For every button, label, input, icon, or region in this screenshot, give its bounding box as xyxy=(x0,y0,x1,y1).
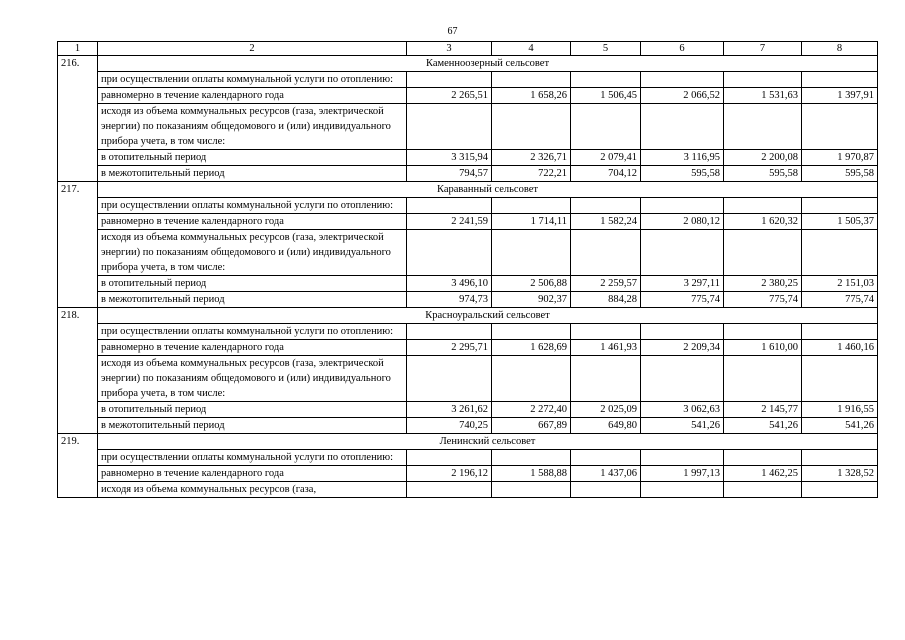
value-cell xyxy=(641,356,724,402)
value-cell xyxy=(407,72,492,88)
value-cell xyxy=(407,356,492,402)
table-row xyxy=(58,466,878,482)
value-cell xyxy=(641,324,724,340)
value-cell: 1 997,13 xyxy=(641,466,724,482)
value-cell xyxy=(571,230,641,276)
column-number-cell: 3 xyxy=(407,42,492,56)
row-label: равномерно в течение календарного года xyxy=(98,340,407,356)
table-row xyxy=(58,418,878,434)
value-cell: 704,12 xyxy=(571,166,641,182)
value-cell xyxy=(492,482,571,498)
value-cell xyxy=(492,72,571,88)
value-cell: 2 200,08 xyxy=(724,150,802,166)
section-title: Ленинский сельсовет xyxy=(98,434,878,450)
value-cell xyxy=(724,324,802,340)
value-cell: 2 025,09 xyxy=(571,402,641,418)
value-cell: 2 241,59 xyxy=(407,214,492,230)
value-cell: 1 505,37 xyxy=(802,214,878,230)
value-cell xyxy=(724,230,802,276)
row-label: в межотопительный период xyxy=(98,292,407,308)
value-cell: 1 970,87 xyxy=(802,150,878,166)
value-cell: 2 326,71 xyxy=(492,150,571,166)
value-cell xyxy=(802,72,878,88)
value-cell: 3 062,63 xyxy=(641,402,724,418)
value-cell: 902,37 xyxy=(492,292,571,308)
value-cell xyxy=(724,356,802,402)
value-cell xyxy=(407,104,492,150)
value-cell: 595,58 xyxy=(802,166,878,182)
value-cell: 1 437,06 xyxy=(571,466,641,482)
value-cell xyxy=(571,198,641,214)
value-cell: 649,80 xyxy=(571,418,641,434)
value-cell: 2 295,71 xyxy=(407,340,492,356)
value-cell: 2 151,03 xyxy=(802,276,878,292)
row-label: равномерно в течение календарного года xyxy=(98,88,407,104)
value-cell: 1 916,55 xyxy=(802,402,878,418)
value-cell xyxy=(724,198,802,214)
value-cell: 1 328,52 xyxy=(802,466,878,482)
row-label: в отопительный период xyxy=(98,276,407,292)
row-label: в межотопительный период xyxy=(98,418,407,434)
value-cell xyxy=(492,450,571,466)
value-cell: 2 380,25 xyxy=(724,276,802,292)
value-cell: 541,26 xyxy=(641,418,724,434)
value-cell xyxy=(407,230,492,276)
table-row xyxy=(58,450,878,466)
value-cell: 1 506,45 xyxy=(571,88,641,104)
table-row xyxy=(58,198,878,214)
table-row xyxy=(58,150,878,166)
value-cell: 3 315,94 xyxy=(407,150,492,166)
value-cell: 2 265,51 xyxy=(407,88,492,104)
value-cell: 1 588,88 xyxy=(492,466,571,482)
row-label: при осуществлении оплаты коммунальной услуги по отоплению: xyxy=(98,72,407,88)
section-number: 216. xyxy=(58,56,98,182)
table-row xyxy=(58,88,878,104)
section-title: Караванный сельсовет xyxy=(98,182,878,198)
page-number: 67 xyxy=(447,26,458,37)
value-cell: 541,26 xyxy=(724,418,802,434)
value-cell xyxy=(802,482,878,498)
value-cell: 2 145,77 xyxy=(724,402,802,418)
section-header-row xyxy=(58,182,878,198)
value-cell: 775,74 xyxy=(802,292,878,308)
table-row xyxy=(58,214,878,230)
value-cell: 794,57 xyxy=(407,166,492,182)
value-cell: 3 116,95 xyxy=(641,150,724,166)
value-cell xyxy=(802,450,878,466)
value-cell: 3 297,11 xyxy=(641,276,724,292)
section-header-row xyxy=(58,308,878,324)
table-row xyxy=(58,402,878,418)
row-label: исходя из объема коммунальных ресурсов (газа, электрической энергии) по показаниям общедомового и (или) индивидуального прибора учета, в том числе: xyxy=(98,356,407,402)
section-title: Красноуральский сельсовет xyxy=(98,308,878,324)
table-row xyxy=(58,482,878,498)
value-cell xyxy=(724,72,802,88)
value-cell xyxy=(802,198,878,214)
value-cell: 2 079,41 xyxy=(571,150,641,166)
value-cell: 2 272,40 xyxy=(492,402,571,418)
value-cell xyxy=(802,104,878,150)
table-row xyxy=(58,292,878,308)
value-cell xyxy=(724,482,802,498)
value-cell: 1 460,16 xyxy=(802,340,878,356)
value-cell xyxy=(724,104,802,150)
value-cell xyxy=(802,230,878,276)
value-cell: 740,25 xyxy=(407,418,492,434)
value-cell xyxy=(641,450,724,466)
value-cell: 1 610,00 xyxy=(724,340,802,356)
column-number-cell: 2 xyxy=(98,42,407,56)
table-row xyxy=(58,230,878,276)
table-row xyxy=(58,340,878,356)
value-cell: 2 259,57 xyxy=(571,276,641,292)
table-row xyxy=(58,166,878,182)
value-cell: 2 066,52 xyxy=(641,88,724,104)
value-cell: 1 461,93 xyxy=(571,340,641,356)
value-cell xyxy=(641,198,724,214)
row-label: исходя из объема коммунальных ресурсов (газа, электрической энергии) по показаниям общедомового и (или) индивидуального прибора учета, в том числе: xyxy=(98,230,407,276)
column-number-cell: 4 xyxy=(492,42,571,56)
row-label: в отопительный период xyxy=(98,402,407,418)
row-label: равномерно в течение календарного года xyxy=(98,214,407,230)
row-label: равномерно в течение календарного года xyxy=(98,466,407,482)
value-cell: 2 080,12 xyxy=(641,214,724,230)
value-cell: 884,28 xyxy=(571,292,641,308)
value-cell xyxy=(641,104,724,150)
table-row xyxy=(58,324,878,340)
table-row xyxy=(58,104,878,150)
value-cell: 775,74 xyxy=(724,292,802,308)
value-cell: 974,73 xyxy=(407,292,492,308)
value-cell xyxy=(802,324,878,340)
row-label: при осуществлении оплаты коммунальной услуги по отоплению: xyxy=(98,198,407,214)
value-cell: 722,21 xyxy=(492,166,571,182)
value-cell: 3 496,10 xyxy=(407,276,492,292)
value-cell xyxy=(492,198,571,214)
section-number: 219. xyxy=(58,434,98,498)
value-cell: 595,58 xyxy=(641,166,724,182)
value-cell xyxy=(571,72,641,88)
value-cell: 1 397,91 xyxy=(802,88,878,104)
table-row xyxy=(58,356,878,402)
value-cell xyxy=(492,324,571,340)
value-cell: 2 196,12 xyxy=(407,466,492,482)
column-number-cell: 1 xyxy=(58,42,98,56)
value-cell xyxy=(407,198,492,214)
value-cell: 1 531,63 xyxy=(724,88,802,104)
value-cell xyxy=(641,72,724,88)
section-number: 217. xyxy=(58,182,98,308)
value-cell xyxy=(571,324,641,340)
value-cell xyxy=(492,356,571,402)
value-cell: 667,89 xyxy=(492,418,571,434)
value-cell xyxy=(724,450,802,466)
value-cell xyxy=(641,230,724,276)
value-cell: 1 714,11 xyxy=(492,214,571,230)
table-row xyxy=(58,276,878,292)
row-label: при осуществлении оплаты коммунальной услуги по отоплению: xyxy=(98,450,407,466)
row-label: исходя из объема коммунальных ресурсов (газа, электрической энергии) по показаниям общедомового и (или) индивидуального прибора учета, в том числе: xyxy=(98,104,407,150)
column-number-row xyxy=(58,42,878,56)
value-cell: 1 658,26 xyxy=(492,88,571,104)
value-cell xyxy=(571,356,641,402)
column-number-cell: 6 xyxy=(641,42,724,56)
value-cell xyxy=(641,482,724,498)
row-label: исходя из объема коммунальных ресурсов (газа, xyxy=(98,482,407,498)
value-cell: 2 506,88 xyxy=(492,276,571,292)
section-header-row xyxy=(58,434,878,450)
value-cell xyxy=(492,104,571,150)
value-cell xyxy=(407,450,492,466)
section-header-row xyxy=(58,56,878,72)
value-cell xyxy=(802,356,878,402)
value-cell: 541,26 xyxy=(802,418,878,434)
table-body xyxy=(58,42,878,498)
value-cell xyxy=(571,482,641,498)
value-cell xyxy=(571,450,641,466)
value-cell: 1 628,69 xyxy=(492,340,571,356)
row-label: при осуществлении оплаты коммунальной услуги по отоплению: xyxy=(98,324,407,340)
value-cell xyxy=(492,230,571,276)
value-cell: 595,58 xyxy=(724,166,802,182)
value-cell: 1 620,32 xyxy=(724,214,802,230)
table-row xyxy=(58,72,878,88)
tariff-table xyxy=(57,41,878,498)
value-cell: 3 261,62 xyxy=(407,402,492,418)
column-number-cell: 8 xyxy=(802,42,878,56)
value-cell: 1 462,25 xyxy=(724,466,802,482)
value-cell: 1 582,24 xyxy=(571,214,641,230)
row-label: в межотопительный период xyxy=(98,166,407,182)
section-title: Каменноозерный сельсовет xyxy=(98,56,878,72)
value-cell xyxy=(571,104,641,150)
value-cell xyxy=(407,324,492,340)
value-cell xyxy=(407,482,492,498)
value-cell: 775,74 xyxy=(641,292,724,308)
value-cell: 2 209,34 xyxy=(641,340,724,356)
column-number-cell: 5 xyxy=(571,42,641,56)
column-number-cell: 7 xyxy=(724,42,802,56)
section-number: 218. xyxy=(58,308,98,434)
row-label: в отопительный период xyxy=(98,150,407,166)
